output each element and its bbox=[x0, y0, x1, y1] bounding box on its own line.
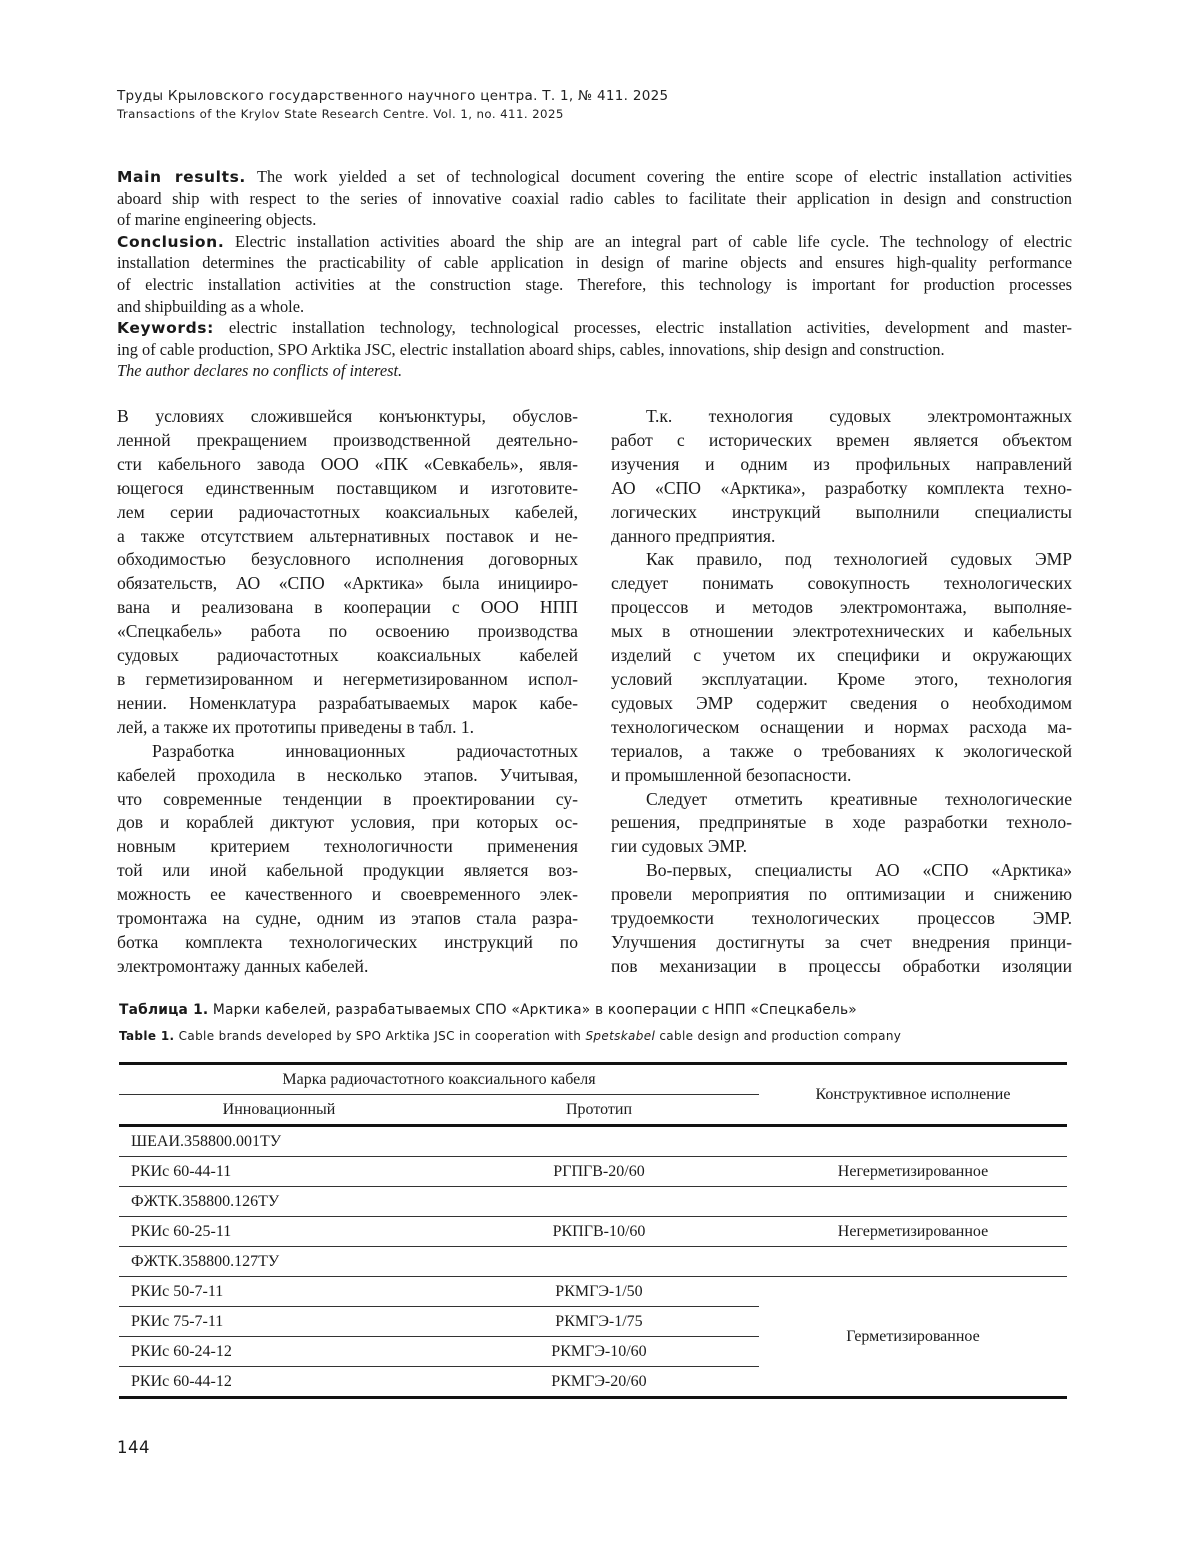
paragraph-line: Разработка инновационных радиочастотных bbox=[117, 740, 578, 764]
paragraph-line: обязательств, АО «СПО «Арктика» была иницииро- bbox=[117, 572, 578, 596]
paragraph-line: нении. Номенклатура разрабатываемых марок кабе- bbox=[117, 692, 578, 716]
table-caption-en-text-end: cable design and production company bbox=[655, 1029, 901, 1043]
paragraph-line: и промышленной безопасности. bbox=[611, 764, 1072, 788]
table-row bbox=[119, 1187, 1067, 1217]
paragraph-line: логических инструкций выполнили специалисты bbox=[611, 501, 1072, 525]
abstract-line bbox=[117, 188, 1072, 210]
abstract-text: Electric installation activities aboard the ship are an integral part of cable life cycle. The technology of electric bbox=[235, 232, 1072, 251]
table-row bbox=[119, 1217, 1067, 1247]
cell-innovative: РКИс 75-7-11 bbox=[119, 1307, 439, 1337]
paragraph-line: условий эксплуатации. Кроме этого, технология bbox=[611, 668, 1072, 692]
journal-title-en: Transactions of the Krylov State Research Centre. Vol. 1, no. 411. 2025 bbox=[117, 107, 564, 121]
paragraph-line: «Спецкабель» работа по освоению производства bbox=[117, 620, 578, 644]
cell-innovative: ФЖТК.358800.126ТУ bbox=[119, 1187, 439, 1217]
paragraph-line: следует понимать совокупность технологических bbox=[611, 572, 1072, 596]
table-caption-ru bbox=[119, 1002, 857, 1018]
table-label-en: Table 1. bbox=[119, 1029, 174, 1043]
paragraph-line: той или иной кабельной продукции является воз- bbox=[117, 859, 578, 883]
paragraph-line: лей, а также их прототипы приведены в табл. 1. bbox=[117, 716, 578, 740]
cell-design bbox=[759, 1247, 1067, 1277]
page-number: 144 bbox=[117, 1438, 150, 1457]
paragraph-line: изучения и одним из профильных направлений bbox=[611, 453, 1072, 477]
abstract-text: of electric installation activities at the construction stage. Therefore, this technology is important for production processes bbox=[117, 275, 1072, 294]
abstract-label: Main results. bbox=[117, 168, 246, 186]
abstract-text: installation determines the practicability of cable application in design of marine objects and ensures high-quality performance bbox=[117, 253, 1072, 272]
abstract bbox=[117, 166, 1072, 382]
cell-innovative: РКИс 60-25-11 bbox=[119, 1217, 439, 1247]
table-caption-en-text: Cable brands developed by SPO Arktika JSC in cooperation with bbox=[174, 1029, 585, 1043]
header-design: Конструктивное исполнение bbox=[759, 1064, 1067, 1126]
paragraph-line: трудоемкости технологических процессов ЭМР. bbox=[611, 907, 1072, 931]
paragraph-line: гии судовых ЭМР. bbox=[611, 835, 1072, 859]
cell-design: Негерметизированное bbox=[759, 1157, 1067, 1187]
cell-innovative: РКИс 60-44-12 bbox=[119, 1367, 439, 1398]
cell-prototype bbox=[439, 1247, 759, 1277]
table-caption-ru-text: Марки кабелей, разрабатываемых СПО «Арктика» в кооперации с НПП «Спецкабель» bbox=[208, 1002, 857, 1018]
paragraph-line: Т.к. технология судовых электромонтажных bbox=[611, 405, 1072, 429]
abstract-line bbox=[117, 166, 1072, 188]
abstract-line bbox=[117, 317, 1072, 339]
paragraph-line: решения, предпринятые в ходе разработки техноло- bbox=[611, 811, 1072, 835]
paragraph-line: сти кабельного завода ООО «ПК «Севкабель», явля- bbox=[117, 453, 578, 477]
abstract-line bbox=[117, 296, 1072, 318]
abstract-text: aboard ship with respect to the series of innovative coaxial radio cables to facilitate their application in design and construction bbox=[117, 189, 1072, 208]
paragraph-line: что современные тенденции в проектировании су- bbox=[117, 788, 578, 812]
paragraph-line: ботка комплекта технологических инструкций по bbox=[117, 931, 578, 955]
paragraph-line: кабелей проходила в несколько этапов. Учитывая, bbox=[117, 764, 578, 788]
cell-design-merged: Герметизированное bbox=[759, 1277, 1067, 1398]
paragraph-line: обходимостью безусловного исполнения договорных bbox=[117, 548, 578, 572]
abstract-text: of marine engineering objects. bbox=[117, 210, 316, 229]
paragraph-line: пов механизации в процессы обработки изоляции bbox=[611, 955, 1072, 979]
paragraph-line: ющегося единственным поставщиком и изготовите- bbox=[117, 477, 578, 501]
paragraph-line: а также отсутствием альтернативных поставок и не- bbox=[117, 525, 578, 549]
cell-prototype: РКПГВ-10/60 bbox=[439, 1217, 759, 1247]
table-row bbox=[119, 1126, 1067, 1157]
cell-design bbox=[759, 1126, 1067, 1157]
paragraph-line: териалов, а также о требованиях к экологической bbox=[611, 740, 1072, 764]
paragraph-line: В условиях сложившейся конъюнктуры, обуслов- bbox=[117, 405, 578, 429]
table-row bbox=[119, 1157, 1067, 1187]
abstract-line bbox=[117, 231, 1072, 253]
abstract-line bbox=[117, 274, 1072, 296]
paragraph-line: Как правило, под технологией судовых ЭМР bbox=[611, 548, 1072, 572]
paragraph-line: АО «СПО «Арктика», разработку комплекта техно- bbox=[611, 477, 1072, 501]
paragraph-line: провели мероприятия по оптимизации и снижению bbox=[611, 883, 1072, 907]
abstract-line bbox=[117, 209, 1072, 231]
header-cable-brand: Марка радиочастотного коаксиального кабеля bbox=[119, 1064, 759, 1095]
cell-prototype: РКМГЭ-1/50 bbox=[439, 1277, 759, 1307]
cell-innovative: ШЕАИ.358800.001ТУ bbox=[119, 1126, 439, 1157]
abstract-text: and shipbuilding as a whole. bbox=[117, 297, 304, 316]
cable-brands-table bbox=[119, 1062, 1067, 1399]
paragraph-line: Следует отметить креативные технологические bbox=[611, 788, 1072, 812]
abstract-text: electric installation technology, technological processes, electric installation activities, development and master- bbox=[229, 318, 1072, 337]
body-column-right bbox=[611, 405, 1072, 979]
cell-innovative: РКИс 60-44-11 bbox=[119, 1157, 439, 1187]
cell-innovative: РКИс 50-7-11 bbox=[119, 1277, 439, 1307]
body-column-left bbox=[117, 405, 578, 979]
cell-prototype: РКМГЭ-20/60 bbox=[439, 1367, 759, 1398]
paragraph-line: тромонтажа на судне, одним из этапов стала разра- bbox=[117, 907, 578, 931]
abstract-text: The work yielded a set of technological document covering the entire scope of electric installation activities bbox=[257, 167, 1072, 186]
cell-prototype: РКМГЭ-1/75 bbox=[439, 1307, 759, 1337]
cell-prototype bbox=[439, 1126, 759, 1157]
table-caption-en-italic: Spetskabel bbox=[585, 1029, 655, 1043]
paragraph-line: данного предприятия. bbox=[611, 525, 1072, 549]
paragraph-line: технологическом оснащении и нормах расхода ма- bbox=[611, 716, 1072, 740]
paragraph-line: новным критерием технологичности применения bbox=[117, 835, 578, 859]
header-innovative: Инновационный bbox=[119, 1095, 439, 1126]
paragraph-line: изделий с учетом их специфики и окружающих bbox=[611, 644, 1072, 668]
paragraph-line: Улучшения достигнуты за счет внедрения принци- bbox=[611, 931, 1072, 955]
table-row bbox=[119, 1247, 1067, 1277]
paragraph-line: судовых ЭМР содержит сведения о необходимом bbox=[611, 692, 1072, 716]
cell-prototype: РГПГВ-20/60 bbox=[439, 1157, 759, 1187]
paragraph-line: вана и реализована в кооперации с ООО НПП bbox=[117, 596, 578, 620]
table-caption-en bbox=[119, 1029, 901, 1043]
paragraph-line: работ с исторических времен является объектом bbox=[611, 429, 1072, 453]
cell-design bbox=[759, 1187, 1067, 1217]
cell-prototype bbox=[439, 1187, 759, 1217]
paragraph-line: мых в отношении электротехнических и кабельных bbox=[611, 620, 1072, 644]
table-row bbox=[119, 1277, 1067, 1307]
paragraph-line: судовых радиочастотных коаксиальных кабелей bbox=[117, 644, 578, 668]
journal-title-ru: Труды Крыловского государственного научного центра. Т. 1, № 411. 2025 bbox=[117, 88, 668, 104]
paragraph-line: Во-первых, специалисты АО «СПО «Арктика» bbox=[611, 859, 1072, 883]
abstract-label: Keywords: bbox=[117, 319, 214, 337]
paragraph-line: в герметизированном и негерметизированном испол- bbox=[117, 668, 578, 692]
paragraph-line: процессов и методов электромонтажа, выполняе- bbox=[611, 596, 1072, 620]
abstract-text: ing of cable production, SPO Arktika JSC, electric installation aboard ships, cables, innovations, ship design and construction. bbox=[117, 340, 945, 359]
abstract-line bbox=[117, 339, 1072, 361]
abstract-label: Conclusion. bbox=[117, 233, 224, 251]
paragraph-line: можность ее качественного и своевременного элек- bbox=[117, 883, 578, 907]
cell-innovative: ФЖТК.358800.127ТУ bbox=[119, 1247, 439, 1277]
abstract-line bbox=[117, 252, 1072, 274]
conflict-statement: The author declares no conflicts of interest. bbox=[117, 360, 1072, 382]
cell-innovative: РКИс 60-24-12 bbox=[119, 1337, 439, 1367]
paragraph-line: ленной прекращением производственной деятельно- bbox=[117, 429, 578, 453]
cell-prototype: РКМГЭ-10/60 bbox=[439, 1337, 759, 1367]
cell-design: Негерметизированное bbox=[759, 1217, 1067, 1247]
paragraph-line: дов и кораблей диктуют условия, при которых ос- bbox=[117, 811, 578, 835]
table-label-ru: Таблица 1. bbox=[119, 1002, 208, 1018]
header-prototype: Прототип bbox=[439, 1095, 759, 1126]
paragraph-line: лем серии радиочастотных коаксиальных кабелей, bbox=[117, 501, 578, 525]
paragraph-line: электромонтажу данных кабелей. bbox=[117, 955, 578, 979]
